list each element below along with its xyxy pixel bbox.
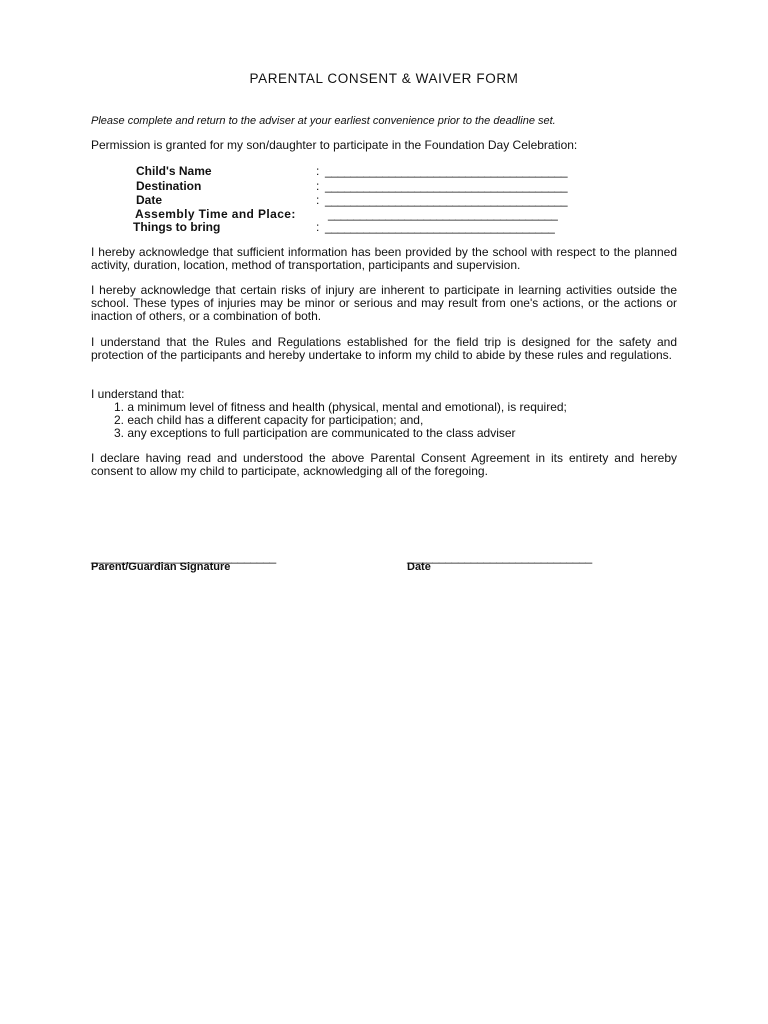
understanding-intro: I understand that: <box>91 387 185 401</box>
rules-regulations: I understand that the Rules and Regulations established for the field trip is designed for the safety and protection of the participants and hereby undertake to inform my child to abide by these rules and regulations. <box>91 335 677 362</box>
list-item: 3. any exceptions to full participation are communicated to the class adviser <box>114 426 516 440</box>
parent-signature-line[interactable]: _____________________________ <box>91 550 276 564</box>
parent-signature-label: Parent/Guardian Signature <box>91 561 231 573</box>
list-item: 1. a minimum level of fitness and health (physical, mental and emotional), is required; <box>114 400 567 414</box>
assembly-blank[interactable]: ____________________________________ <box>328 207 558 221</box>
date-signature-line[interactable]: _____________________________ <box>407 550 592 564</box>
field-label: Destination <box>136 179 202 193</box>
date-blank[interactable]: ______________________________________ <box>325 193 568 207</box>
acknowledgement-risks: I hereby acknowledge that certain risks of injury are inherent to participate in learning activities outside the school. These types of injuries may be minor or serious and may result from one's actions, or the actions or inaction of others, or a combination of both. <box>91 283 677 323</box>
date-signature-label: Date <box>407 561 431 573</box>
field-colon: : <box>316 193 320 207</box>
things-to-bring-blank[interactable]: ____________________________________ <box>325 220 555 234</box>
permission-statement: Permission is granted for my son/daughter to participate in the Foundation Day Celebration: <box>91 138 578 152</box>
field-label: Child's Name <box>136 164 212 178</box>
field-label: Date <box>136 193 163 207</box>
childs-name-blank[interactable]: ______________________________________ <box>325 164 568 178</box>
destination-blank[interactable]: ______________________________________ <box>325 179 568 193</box>
field-colon: : <box>316 220 320 234</box>
acknowledgement-information: I hereby acknowledge that sufficient information has been provided by the school with respect to the planned activity, duration, location, method of transportation, participants and supervision. <box>91 245 677 272</box>
declaration: I declare having read and understood the above Parental Consent Agreement in its entirety and hereby consent to allow my child to participate, acknowledging all of the foregoing. <box>91 451 677 478</box>
form-title: PARENTAL CONSENT & WAIVER FORM <box>249 71 519 86</box>
form-instruction: Please complete and return to the adviser at your earliest convenience prior to the deadline set. <box>91 115 556 127</box>
field-colon: : <box>316 164 320 178</box>
field-label: Things to bring <box>133 220 221 234</box>
understanding-list <box>91 388 567 440</box>
field-colon: : <box>316 179 320 193</box>
list-item: 2. each child has a different capacity for participation; and, <box>114 413 424 427</box>
field-label: Assembly Time and Place: <box>135 207 296 221</box>
